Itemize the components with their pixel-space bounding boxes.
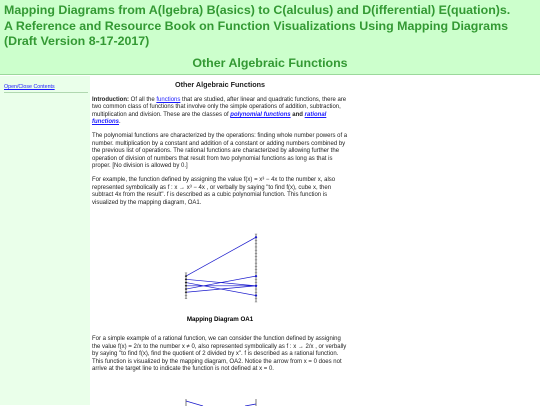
intro-text-1: Of all the [129, 96, 157, 103]
mapping-diagram-oa1 [183, 232, 263, 304]
target-point [255, 236, 257, 238]
banner-title-line3: (Draft Version 8-17-2017) [4, 34, 150, 48]
banner-subtitle: Other Algebraic Functions [192, 56, 348, 70]
intro-paragraph [92, 97, 348, 127]
source-point [185, 282, 187, 284]
functions-link[interactable]: functions [156, 96, 181, 103]
source-point [185, 291, 187, 293]
banner-title-line1: Mapping Diagrams from A(lgebra) B(asics) to C(alculus) and D(ifferential) E(quation)s. [4, 3, 511, 17]
source-point [185, 285, 187, 287]
sidebar [0, 76, 90, 405]
mapping-arrow [186, 237, 256, 276]
polynomial-description: The polynomial functions are characterized by the operations: finding whole number powers of a number. multiplication by a constant and addition of a constant or adding numbers combined by the previous list of operations. The rational functions are characterized by allowing further the operation of division of numbers that result from two polynomial functions as long as that is proper. [No division is allowed by 0.] [92, 132, 348, 170]
diagram-caption: Mapping Diagram OA1 [186, 316, 254, 323]
source-point [185, 288, 187, 290]
rational-example-section [92, 336, 348, 380]
section-title: Other Algebraic Functions [175, 80, 265, 89]
open-close-contents-link[interactable]: Open/Close Contents [4, 84, 55, 90]
main-content [92, 76, 348, 213]
source-point [185, 275, 187, 277]
oa2-arrow [186, 401, 203, 406]
polynomial-functions-link[interactable]: polynomial functions [230, 111, 291, 118]
cubic-example-paragraph: For example, the function defined by assigning the value f(x) = x³ − 4x to the number x, also represented symbolically as f : x → x³ − 4x , or verbally by saying "to find f(x), cube x, then subtract 4x from the result". f is described as a cubic polynomial function. This function is visualized by the mapping diagram, OA1. [92, 176, 336, 206]
rational-functions-link[interactable]: rational functions [92, 111, 327, 126]
target-point [255, 275, 257, 277]
intro-text-4: . [119, 119, 121, 126]
banner-title-line2: A Reference and Resource Book on Function Visualizations Using Mapping Diagrams [4, 18, 508, 33]
top-banner [0, 0, 540, 75]
intro-text-3: and [290, 111, 305, 118]
source-point [185, 278, 187, 280]
target-point [255, 294, 257, 296]
target-point [255, 285, 257, 287]
intro-text-2: that are studied, after linear and quadratic functions, there are two common class of functions that involve only the simple operations of addition, subtraction, multiplication and division. These are the classes of [92, 96, 347, 118]
banner-title [4, 3, 534, 50]
sidebar-divider [4, 92, 88, 93]
rational-example-paragraph: For a simple example of a rational function, we can consider the function defined by assigning the value f(x) = 2/x to the number x ≠ 0, also represented symbolically as f : x → 2/x , or verbally by saying "to find f(x), find the quotient of 2 divided by x". f is described as a rational function. This function is visualized by the mapping diagram, OA2. Notice the arrow from x = 0 does not arrive at the target line to indicate the function is not defined at x = 0. [92, 336, 347, 373]
intro-label: Introduction: [92, 96, 129, 103]
